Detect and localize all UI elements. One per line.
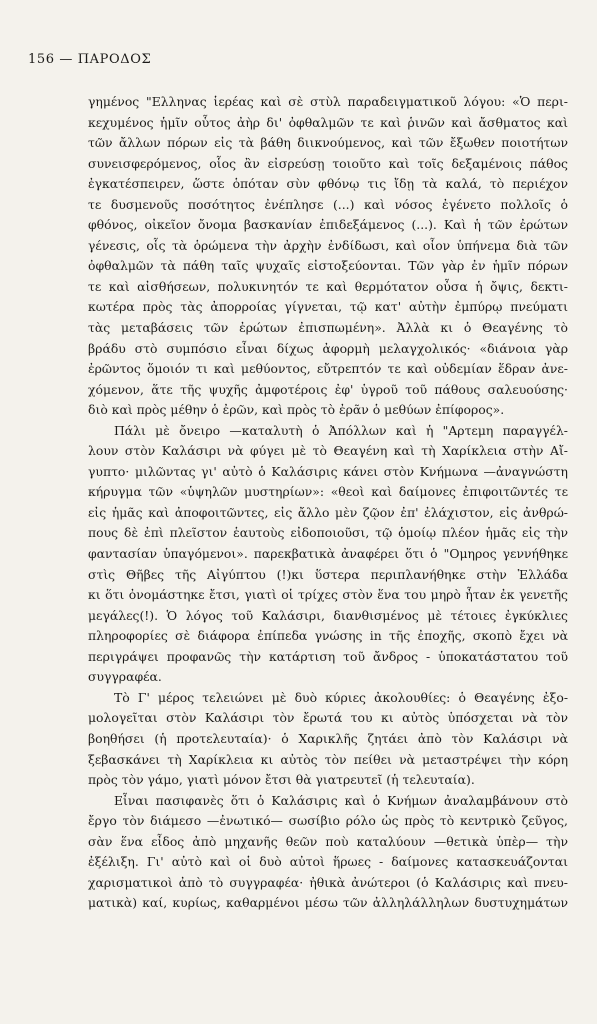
text-line: τε καὶ αἰσθήσεων, πολυκινητόν τε καὶ θερμότατον οὖσα ἡ ὄψις, δεκτι- (88, 278, 568, 294)
text-line: ὀφθαλμῶν τὰ πάθη ταῖς ψυχαῖς εἰστοξεύονται. Τῶν γὰρ ἐν ἡμῖν πόρων (88, 258, 568, 274)
text-line: μολογεῖται στὸν Καλάσιρι τὸν ἔρωτά του κι αὐτὸς ὑπόσχεται νὰ τὸν (88, 710, 568, 726)
text-line: συγγραφέα. (88, 669, 162, 685)
running-title: ΠΑΡΟΔΟΣ (77, 52, 152, 67)
text-line: πρὸς τὸν γάμο, γιατὶ μόνον ἔτσι θὰ γιατρευτεῖ (ἡ τελευταία). (88, 772, 475, 788)
text-line: ἐξέλιξη. Γι' αὐτὸ καὶ οἱ δυὸ αὐτοὶ ἥρωες - δαίμονες κατασκευάζονται (88, 854, 568, 870)
text-line: Τὸ Γ' μέρος τελειώνει μὲ δυὸ κύριες ἀκολουθίες: ὁ Θεαγένης ἐξο- (114, 689, 568, 705)
text-line: τὰς μεταβάσεις τῶν ἐρώτων ἐπισπωμένη». Ἀλλὰ κι ὁ Θεαγένης τὸ (88, 320, 568, 336)
text-line: βοηθήσει (ἡ προτελευταία)· ὁ Χαρικλῆς ζητάει ἀπὸ τὸν Καλάσιρι νὰ (88, 730, 568, 746)
text-line: κωτέρα πρὸς τὰς ἀπορροίας γίγνεται, τῷ κατ' αὐτὴν ἐμπύρῳ πνεύματι (88, 299, 568, 315)
text-line: ἐγκατέσπειρεν, ὥστε ὁπόταν σὺν φθόνῳ τις ἴδῃ τὰ καλά, τὸ περιέχον (88, 176, 568, 192)
text-line: σὰν ἕνα εἶδος ἀπὸ μηχανῆς θεῶν ποὺ καταλύουν —θετικὰ ὑπὲρ— τὴν (88, 833, 568, 849)
text-line: Εἶναι πασιφανὲς ὅτι ὁ Καλάσιρις καὶ ὁ Κνήμων ἀναλαμβάνουν στὸ (114, 792, 568, 808)
text-line: Πάλι μὲ ὄνειρο —καταλυτὴ ὁ Ἀπόλλων καὶ ἡ "Αρτεμη παραγγέλ- (114, 422, 568, 438)
text-line: τῶν ἄλλων πόρων εἰς τὰ βάθη διικνούμενος, καὶ τῶν ἔξωθεν ποιοτήτων (88, 135, 568, 151)
text-line: περιγράψει προφανῶς τὴν κατάρτιση τοῦ ἄνδρος - ὑποκατάστατου τοῦ (88, 648, 568, 664)
text-line: γυπτο· μιλῶντας γι' αὐτὸ ὁ Καλάσιρις κάνει στὸν Κνήμωνα —ἀναγνώστη (88, 463, 568, 479)
text-line: γημένος "Ελληνας ἱερέας καὶ σὲ στὺλ παραδειγματικοῦ λόγου: «Ὁ περι- (88, 94, 568, 109)
text-line: συνεισφερόμενος, οἷος ἂν εἰσρεύσῃ τοιοῦτο καὶ τοῖς δεξαμένοις πάθος (88, 155, 568, 171)
text-line: κήρυγμα τῶν «ὑψηλῶν μυστηρίων»: «θεοὶ καὶ δαίμονες ἐπιφοιτῶντές τε (88, 484, 568, 500)
text-line: βράδυ στὸ συμπόσιο εἶναι δίχως ἀφορμὴ μελαγχολικός· «διάνοια γὰρ (88, 340, 568, 356)
text-line: στὶς Θῆβες τῆς Αἰγύπτου (!)κι ὕστερα περιπλανήθηκε στὴν Ἑλλάδα (88, 566, 568, 582)
text-line: κεχυμένος ἡμῖν οὗτος ἀὴρ δι' ὀφθαλμῶν τε καὶ ῥινῶν καὶ ἄσθματος καὶ (88, 114, 568, 130)
text-line: λουν στὸν Καλάσιρι νὰ φύγει μὲ τὸ Θεαγένη καὶ τὴ Χαρίκλεια στὴν Αἴ- (88, 443, 568, 459)
page-number: 156 (28, 52, 55, 67)
text-line: πληροφορίες σὲ διάφορα ἐπίπεδα γνώσης in τῆς ἐποχῆς, σκοπὸ ἔχει νὰ (88, 628, 568, 644)
running-header (28, 52, 151, 67)
text-line: γένεσις, οἷς τὰ ὁρώμενα τὴν ἀρχὴν ἐνδίδωσι, καὶ οἷον ὑπήνεμα διὰ τῶν (88, 237, 568, 253)
text-line: ἐρῶντος ὅμοιόν τι καὶ μεθύοντος, εὔτρεπτόν τε καὶ οὐδεμίαν ἕδραν ἀνε- (88, 361, 568, 377)
text-line: φθόνος, οἰκεῖον ὄνομα βασκανίαν ἐπιδεξάμενος (...). Καὶ ἡ τῶν ἐρώτων (88, 217, 568, 233)
text-line: εἰς ἡμᾶς καὶ ἀποφοιτῶντες, εἰς ἄλλο μὲν ζῷον ἐπ' ἐλάχιστον, εἰς ἀνθρώ- (88, 504, 568, 520)
text-line: χαρισματικοὶ ἀπὸ τὸ συγγραφέα· ἠθικὰ ἀνώτεροι (ὁ Καλάσιρις καὶ πνευ- (88, 874, 568, 890)
text-line: κι ὅτι ὀνομάστηκε ἔτσι, γιατὶ οἱ τρίχες στὸν ἕνα του μηρὸ ἦταν ἐκ γενετῆς (88, 587, 568, 603)
text-line: πους δὲ ἐπὶ πλεῖστον ἑαυτοὺς εἰδοποιοῦσι, τῷ ὁμοίῳ πλέον ἡμᾶς εἰς τὴν (88, 525, 568, 541)
text-line: τε δυσμενοῦς ποσότητος ἐνέπλησε (...) καὶ νόσος ἐγένετο πολλοῖς ὁ (88, 196, 568, 212)
text-line: χόμενον, ἅτε τῆς ψυχῆς ἀμφοτέροις ἐφ' ὑγροῦ τοῦ πάθους σαλευούσης· (88, 381, 568, 397)
text-line: διὸ καὶ πρὸς μέθην ὁ ἐρῶν, καὶ πρὸς τὸ ἐρᾶν ὁ μεθύων ἐπίφορος». (88, 402, 505, 418)
text-line: μεγάλες(!). Ὁ λόγος τοῦ Καλάσιρι, διανθισμένος μὲ τέτοιες ἐγκύκλιες (88, 607, 568, 623)
header-separator: — (59, 52, 73, 67)
body-text (88, 92, 568, 914)
text-line: ματικὰ) καί, κυρίως, καθαρμένοι μέσω τῶν ἀλληλάλληλων δυστυχημάτων (88, 895, 568, 911)
text-line: ξεβασκάνει τὴ Χαρίκλεια κι αὐτὸς τὸν πείθει νὰ μεταστρέψει τὴν κόρη (88, 751, 568, 767)
text-line: ἔργο τὸν διάμεσο —ἐνωτικό— σωσίβιο ρόλο ὡς πρὸς τὸ κεντρικὸ ζεῦγος, (88, 813, 568, 829)
text-line: φαντασίαν ὑπαγόμενοι». παρεκβατικὰ ἀναφέρει ὅτι ὁ "Ομηρος γεννήθηκε (88, 546, 568, 562)
